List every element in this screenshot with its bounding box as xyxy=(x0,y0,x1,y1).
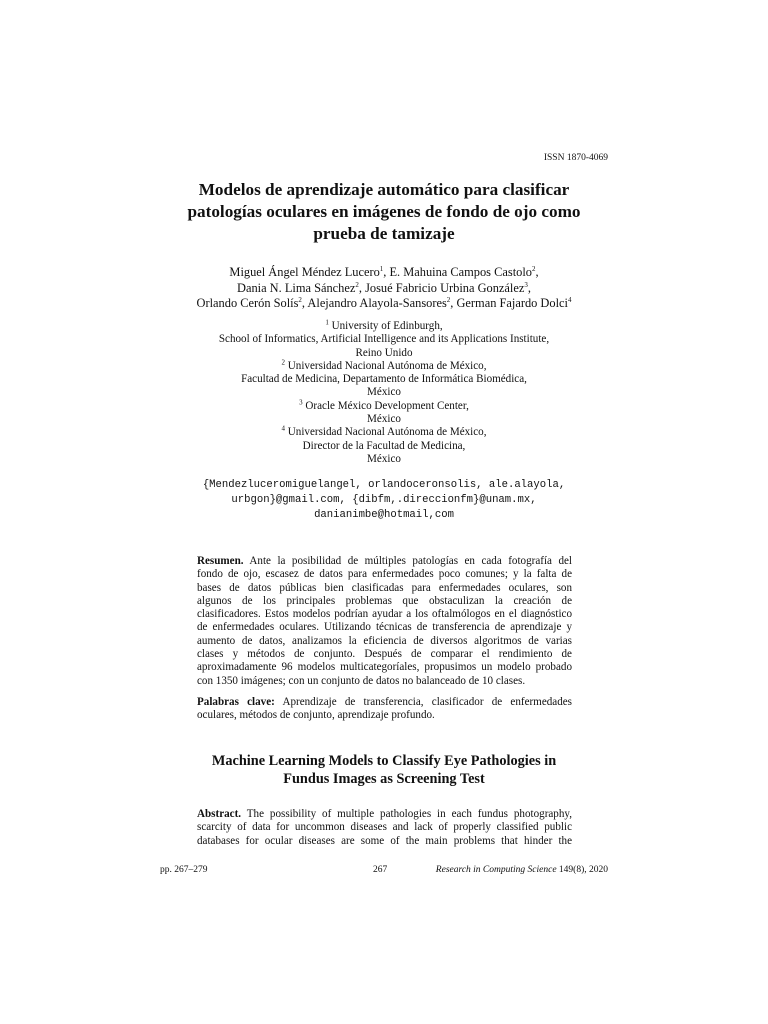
affiliation-line: Reino Unido xyxy=(355,346,413,359)
abstract-section xyxy=(197,808,572,848)
affiliation-number: 4 xyxy=(281,424,285,433)
keywords-line xyxy=(197,696,572,709)
resumen-line: fondo de ojo, escasez de datos para enfermedades poco comunes; y la falta de xyxy=(197,568,572,581)
author-affiliation: 1 xyxy=(379,264,384,273)
affiliation-number: 1 xyxy=(325,318,329,327)
affiliation-text: Oracle México Development Center, xyxy=(305,399,469,412)
abstract-line: databases for ocular diseases are some of the main problems that hinder the xyxy=(197,834,572,847)
keywords-line: oculares, métodos de conjunto, aprendizaje profundo. xyxy=(197,709,435,722)
email-line: {Mendezluceromiguelangel, orlandoceronsolis, ale.alayola, xyxy=(202,479,566,491)
affiliations xyxy=(160,320,608,466)
author-affiliation: 4 xyxy=(567,295,572,304)
author-affiliation: 2 xyxy=(446,295,451,304)
keywords-text: Aprendizaje de transferencia, clasificador de enfermedades xyxy=(282,696,572,708)
affiliation-text: Universidad Nacional Autónoma de México, xyxy=(287,359,487,372)
email-line: danianimbe@hotmail,com xyxy=(314,509,454,521)
affiliation-text: Universidad Nacional Autónoma de México, xyxy=(287,426,487,439)
title-line: patologías oculares en imágenes de fondo de ojo como xyxy=(187,202,581,221)
resumen-line: aproximadamente 96 modelos multicategoríales, propusimos un modelo probado xyxy=(197,661,572,674)
english-title xyxy=(160,752,608,788)
resumen-line: algunos de los principales problemas que obstaculizan la creación de xyxy=(197,594,572,607)
author-affiliation: 2 xyxy=(531,264,536,273)
affiliation-line xyxy=(160,320,608,333)
abstract-line xyxy=(197,808,572,821)
resumen-line: bases de datos públicas bien clasificadas para enfermedades oculares, son xyxy=(197,581,572,594)
author-affiliation: 2 xyxy=(298,295,302,304)
resumen-line xyxy=(197,555,572,568)
author-line: Dania N. Lima Sánchez$^2$, Josué Fabricio Urbina González$^3$, xyxy=(237,280,531,295)
affiliation-line: México xyxy=(367,452,401,465)
author-emails xyxy=(160,478,608,523)
resumen-line: clases y métodos de conjunto. Después de comparar el rendimiento de xyxy=(197,648,572,661)
author-affiliation: 3 xyxy=(524,280,528,289)
english-title-line: Fundus Images as Screening Test xyxy=(283,771,485,787)
page-footer xyxy=(160,865,608,879)
title-line: Modelos de aprendizaje automático para clasificar xyxy=(198,180,570,199)
affiliation-text: University of Edinburgh, xyxy=(331,320,443,332)
affiliation-line xyxy=(160,360,608,373)
resumen-line: con 1350 imágenes; con un conjunto de datos no balanceado de 10 clases. xyxy=(197,674,526,687)
page-number: 267 xyxy=(373,865,388,875)
author-name: Josué Fabricio Urbina González xyxy=(365,280,525,295)
page-range: pp. 267–279 xyxy=(160,865,208,875)
affiliation-line xyxy=(160,400,608,413)
author-name: Miguel Ángel Méndez Lucero xyxy=(229,265,380,279)
author-name: E. Mahuina Campos Castolo xyxy=(389,265,532,279)
affiliation-line: México xyxy=(367,386,401,399)
abstract-label: Abstract. xyxy=(197,808,242,820)
affiliation-number: 2 xyxy=(281,358,285,367)
author-name: German Fajardo Dolci xyxy=(456,296,568,310)
journal-citation xyxy=(436,865,608,875)
resumen-line: clasificadores. Estos modelos podrían ayudar a los oftalmólogos en el diagnóstico xyxy=(197,608,572,621)
resumen-text: Ante la posibilidad de múltiples patologías en cada fotografía del xyxy=(249,555,572,567)
journal-volume: 149(8), 2020 xyxy=(558,865,608,875)
email-line: urbgon}@gmail.com, {dibfm,.direccionfm}@unam.mx, xyxy=(231,494,537,506)
affiliation-line xyxy=(160,426,608,439)
resumen-line: de enfermedades oculares. Utilizando técnicas de transferencia de aprendizaje y xyxy=(197,621,572,634)
abstract-text: The possibility of multiple pathologies in each fundus photography, xyxy=(246,808,573,820)
resumen-section xyxy=(197,555,572,688)
keywords-label: Palabras clave: xyxy=(197,696,275,708)
resumen-label: Resumen. xyxy=(197,555,244,567)
author-line: Miguel Ángel Méndez Lucero$^1$, E. Mahuina Campos Castolo$^2$, xyxy=(229,264,539,279)
author-affiliation: 2 xyxy=(355,280,359,289)
affiliation-line: School of Informatics, Artificial Intelligence and its Applications Institute, xyxy=(218,333,550,346)
affiliation-number: 3 xyxy=(299,398,303,407)
author-line: Orlando Cerón Solís$^2$, Alejandro Alayola-Sansores$^2$, German Fajardo Dolci$^4$ xyxy=(196,295,572,310)
journal-name: Research in Computing Science xyxy=(435,865,557,875)
author-list xyxy=(160,265,608,312)
author-name: Dania N. Lima Sánchez xyxy=(237,280,356,295)
english-title-line: Machine Learning Models to Classify Eye Pathologies in xyxy=(211,753,557,769)
author-name: Orlando Cerón Solís xyxy=(196,296,299,310)
author-name: Alejandro Alayola-Sansores xyxy=(307,296,447,310)
title-line: prueba de tamizaje xyxy=(313,224,455,243)
resumen-line: aumento de datos, analizamos la eficiencia de diversos algoritmos de varias xyxy=(197,634,572,647)
abstract-line: scarcity of data for uncommon diseases and lack of properly classified public xyxy=(197,821,572,834)
affiliation-line: México xyxy=(367,413,401,426)
issn-number: ISSN 1870-4069 xyxy=(543,153,608,163)
paper-title xyxy=(160,179,608,245)
keywords-section xyxy=(197,696,572,723)
affiliation-line: Director de la Facultad de Medicina, xyxy=(302,439,466,452)
affiliation-line: Facultad de Medicina, Departamento de Informática Biomédica, xyxy=(241,373,527,386)
